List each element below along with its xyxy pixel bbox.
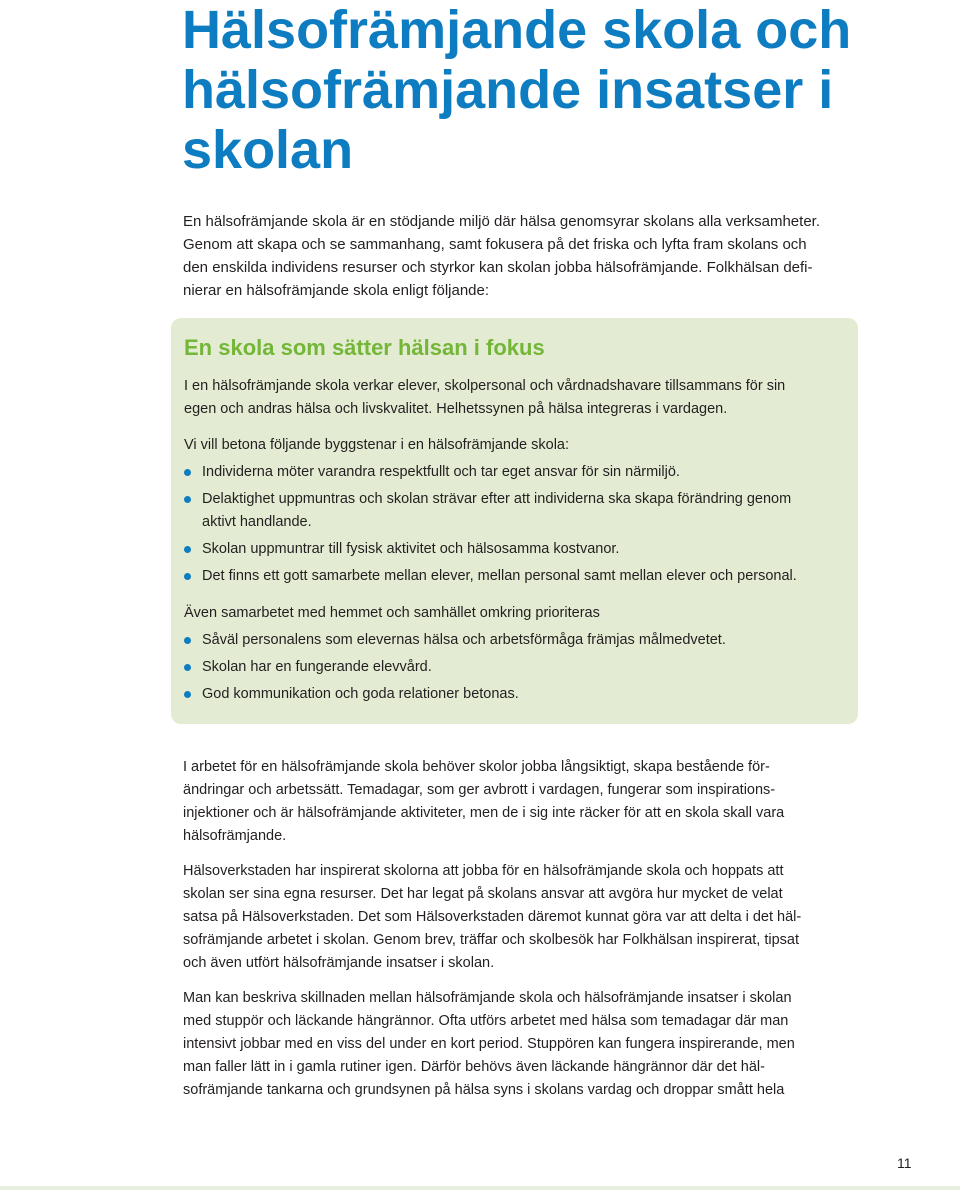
bullet-icon: [184, 664, 191, 671]
list-item: God kommunikation och goda relationer betonas.: [184, 683, 726, 706]
body-paragraph-3: Man kan beskriva skillnaden mellan hälsofrämjande skola och hälsofrämjande insatser i skolan med stupрör och läckande hängrännor. Ofta utförs arbetet med hälsa som temadagar där man intensivt jobbar med en viss del under en kort period. Stupрören kan fungera inspirerande, men man faller lätt in i gamla rutiner igen. Därför behövs även läckande hängrännor där det häl- sofrämjande tankarna och grundsynen på hälsa syns i skolans vardag och droppar smått hela: [183, 990, 795, 1098]
cooperation-list: [184, 629, 726, 710]
definition-line: I en hälsofrämjande skola verkar elever, skolpersonal och vårdnadshavare tillsammans för sin: [184, 378, 786, 394]
page-title: [182, 0, 882, 180]
bullet-icon: [184, 469, 191, 476]
building-blocks-list: [184, 461, 797, 592]
title-line-2: hälsofrämjande insatser i: [182, 60, 834, 120]
list-item: Skolan har en fungerande elevvård.: [184, 656, 726, 679]
bullet-icon: [184, 496, 191, 503]
list-item: Individerna möter varandra respektfullt och tar eget ansvar för sin närmiljö.: [184, 461, 797, 484]
fact-box-cooperation: Även samarbetet med hemmet och samhället omkring prioriteras: [184, 605, 600, 621]
footer-rule: [0, 1186, 960, 1190]
list-item: Delaktighet uppmuntras och skolan strävar efter att individerna ska skapa förändring genom aktivt handlande.: [184, 488, 797, 534]
bullet-icon: [184, 637, 191, 644]
body-paragraph-2: Hälsoverkstaden har inspirerat skolorna att jobba för en hälsofrämjande skola och hoppats att skolan ser sina egna resurser. Det har legat på skolans ansvar att avgöra hur mycket de velat satsa på Hälsoverkstaden. Det som Hälsoverkstaden däremot kunnat göra var att delta i det häl- sofrämjande arbetet i skolan. Genom brev, träffar och skolbesök har Folkhälsan inspirerat, tipsat och även utfört hälsofrämjande insatser i skolan.: [183, 863, 802, 971]
page-number: 11: [897, 1155, 912, 1171]
intro-line: nierar en hälsofrämjande skola enligt följande:: [183, 282, 490, 299]
fact-box-heading: En skola som sätter hälsan i fokus: [184, 335, 545, 360]
intro-line: Genom att skapa och se sammanhang, samt fokusera på det friska och lyfta fram skolans och: [183, 236, 807, 253]
body-paragraph-1: I arbetet för en hälsofrämjande skola behöver skolor jobba långsiktigt, skapa bestående för- ändringar och arbetssätt. Temadagar, som ger avbrott i vardagen, fungerar som inspirations- injektioner och är hälsofrämjande aktiviteter, men de i sig inte räcker för att en skola skall vara hälsofrämjande.: [183, 759, 785, 844]
fact-box-intro: Vi vill betona följande byggstenar i en hälsofrämjande skola:: [184, 437, 570, 453]
list-item: Skolan uppmuntrar till fysisk aktivitet och hälsosamma kostvanor.: [184, 538, 797, 561]
intro-line: En hälsofrämjande skola är en stödjande miljö där hälsa genomsyrar skolans alla verksamheter.: [183, 213, 820, 230]
bullet-icon: [184, 573, 191, 580]
list-item: Såväl personalens som elevernas hälsa och arbetsförmåga främjas målmedvetet.: [184, 629, 726, 652]
definition-line: egen och andras hälsa och livskvalitet. Helhetssynen på hälsa integreras i vardagen.: [184, 401, 728, 417]
bullet-icon: [184, 546, 191, 553]
bullet-icon: [184, 691, 191, 698]
intro-line: den enskilda individens resurser och styrkor kan skolan jobba hälsofrämjande. Folkhälsan defi-: [183, 259, 813, 276]
list-item: Det finns ett gott samarbete mellan elever, mellan personal samt mellan elever och personal.: [184, 565, 797, 588]
title-line-3: skolan: [182, 120, 354, 180]
intro-paragraph: [183, 210, 843, 302]
fact-box-definition: [184, 375, 785, 421]
title-line-1: Hälsofrämjande skola och: [182, 0, 852, 60]
